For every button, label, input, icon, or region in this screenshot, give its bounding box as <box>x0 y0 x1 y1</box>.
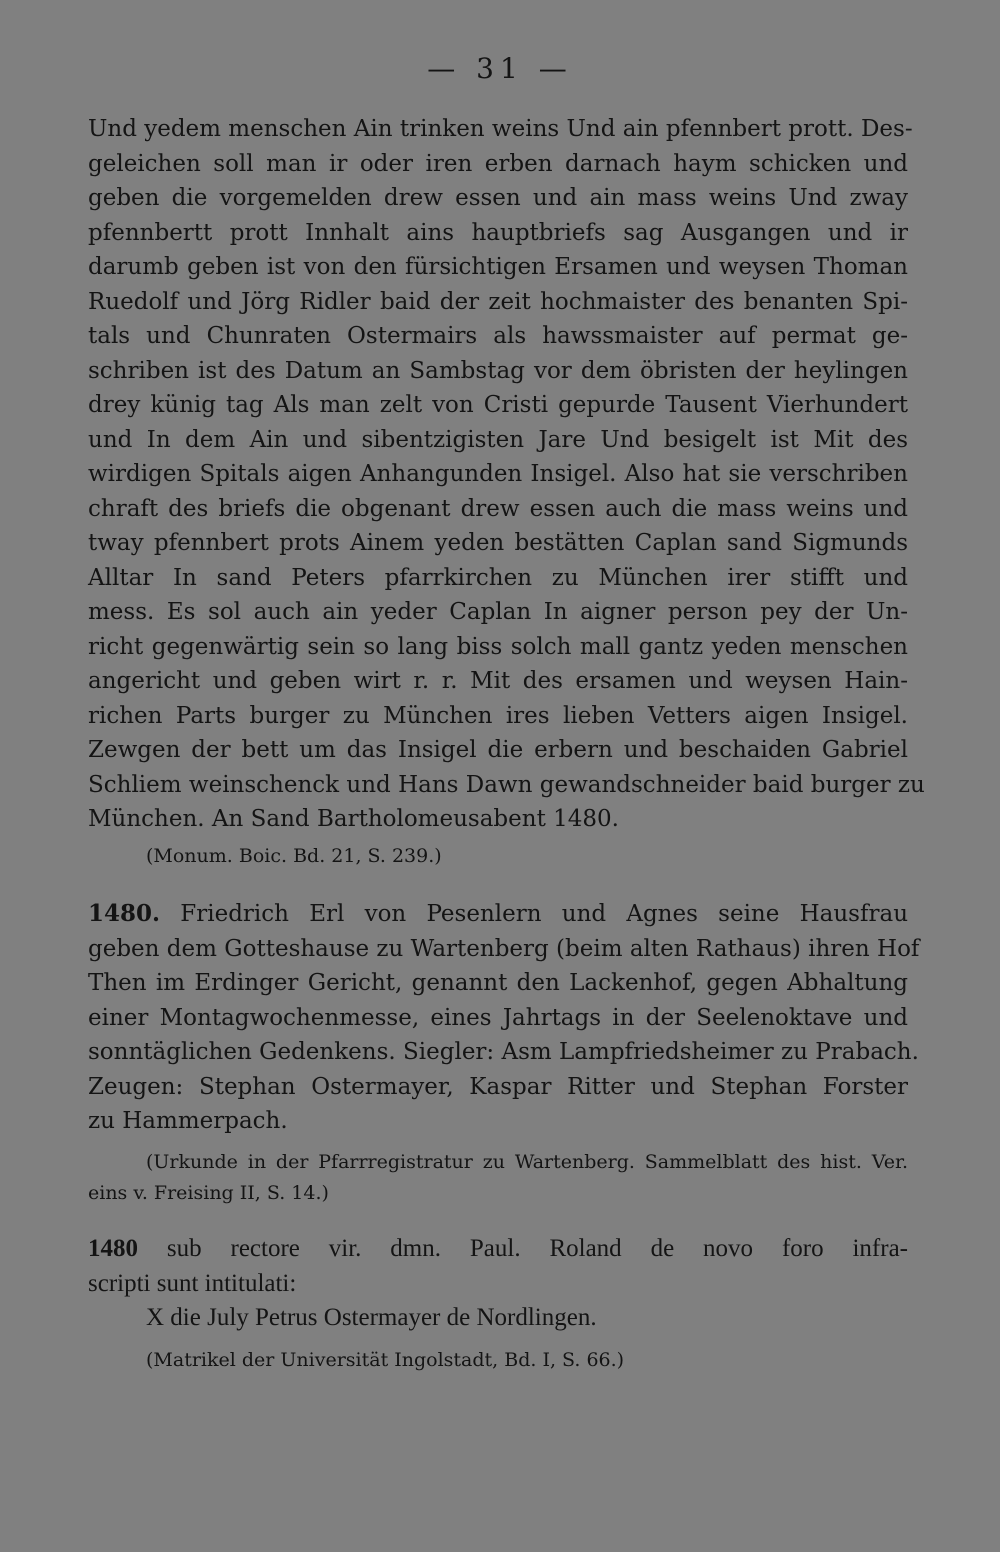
text-line: Zewgen der bett um das Insigel die erbern und beschaiden Gabriel <box>88 737 908 763</box>
latin-line-2: scripti sunt intitulati: <box>88 1269 297 1297</box>
text-line: darumb geben ist von den fürsichtigen Ersamen und weysen Thoman <box>88 254 908 280</box>
text-line: München. An Sand Bartholomeusabent 1480. <box>88 806 619 832</box>
page-number: — 31 — <box>427 52 573 85</box>
entry-text: Friedrich Erl von Pesenlern und Agnes seine Hausfrau <box>180 901 909 927</box>
entry-body <box>88 932 920 1139</box>
text-line: sonntäglichen Gedenkens. Siegler: Asm Lampfriedsheimer zu Prabach. <box>88 1039 919 1065</box>
text-line: Zeugen: Stephan Ostermayer, Kaspar Ritter und Stephan Forster <box>88 1073 908 1100</box>
text-line: mess. Es sol auch ain yeder Caplan In aigner person pey der Un- <box>88 599 908 625</box>
entry-first-line <box>88 897 908 932</box>
text-line: Schliem weinschenck und Hans Dawn gewandschneider baid burger zu <box>88 771 925 798</box>
latin-text: sub rectore vir. dmn. Paul. Roland de novo foro infra- <box>166 1235 908 1262</box>
citation-monum-boic: (Monum. Boic. Bd. 21, S. 239.) <box>146 845 442 867</box>
citation-urkunde <box>146 1146 908 1178</box>
text-line: zu Hammerpach. <box>88 1108 288 1134</box>
citation-matrikel: (Matrikel der Universität Ingolstadt, Bd. I, S. 66.) <box>146 1349 625 1371</box>
text-line: schriben ist des Datum an Sambstag vor dem öbristen der heylingen <box>88 357 908 384</box>
text-line: tals und Chunraten Ostermairs als hawssmaister auf permat ge- <box>88 323 908 349</box>
text-line: einer Montagwochenmesse, eines Jahrtags in der Seelenoktave und <box>88 1004 908 1031</box>
text-line: Ruedolf und Jörg Ridler baid der zeit hochmaister des benanten Spi- <box>88 288 908 315</box>
text-line: drey künig tag Als man zelt von Cristi gepurde Tausent Vierhundert <box>88 392 908 418</box>
text-line: Und yedem menschen Ain trinken weins Und ain pfennbert prott. Des- <box>88 116 913 142</box>
text-line: richt gegenwärtig sein so lang biss solch mall gantz yeden menschen <box>88 633 908 660</box>
latin-line-3: X die July Petrus Ostermayer de Nordlingen. <box>146 1304 597 1331</box>
text-line: angericht und geben wirt r. r. Mit des ersamen und weysen Hain- <box>88 668 908 694</box>
text-line: pfennbertt prott Innhalt ains hauptbriefs sag Ausgangen und ir <box>88 219 908 246</box>
text-line: tway pfennbert prots Ainem yeden bestätten Caplan sand Sigmunds <box>88 530 908 556</box>
text-line: chraft des briefs die obgenant drew essen auch die mass weins und <box>88 495 908 522</box>
text-line: und In dem Ain und sibentzigisten Jare Und besigelt ist Mit des <box>88 426 908 453</box>
text-line: geben dem Gotteshause zu Wartenberg (beim alten Rathaus) ihren Hof <box>88 935 920 962</box>
text-line: geben die vorgemelden drew essen und ain mass weins Und zway <box>88 185 908 211</box>
text-line: richen Parts burger zu München ires lieben Vetters aigen Insigel. <box>88 702 908 729</box>
text-line: Then im Erdinger Gericht, genannt den Lackenhof, gegen Abhaltung <box>88 970 908 996</box>
citation-line-2: eins v. Freising II, S. 14.) <box>88 1182 329 1204</box>
text-line: wirdigen Spitals aigen Anhangunden Insigel. Also hat sie verschriben <box>88 461 908 487</box>
text-line: Alltar In sand Peters pfarrkirchen zu München irer stifft und <box>88 564 908 591</box>
document-section-1 <box>88 112 925 837</box>
document-section-3 <box>88 1232 908 1336</box>
citation-line-1: (Urkunde in der Pfarrregistratur zu Wartenberg. Sammelblatt des hist. Ver. <box>146 1151 908 1173</box>
document-section-2 <box>88 897 920 1139</box>
latin-first-line <box>88 1232 908 1267</box>
latin-year: 1480 <box>88 1235 138 1262</box>
entry-year: 1480. <box>88 900 161 927</box>
text-line: geleichen soll man ir oder iren erben darnach haym schicken und <box>88 150 908 177</box>
